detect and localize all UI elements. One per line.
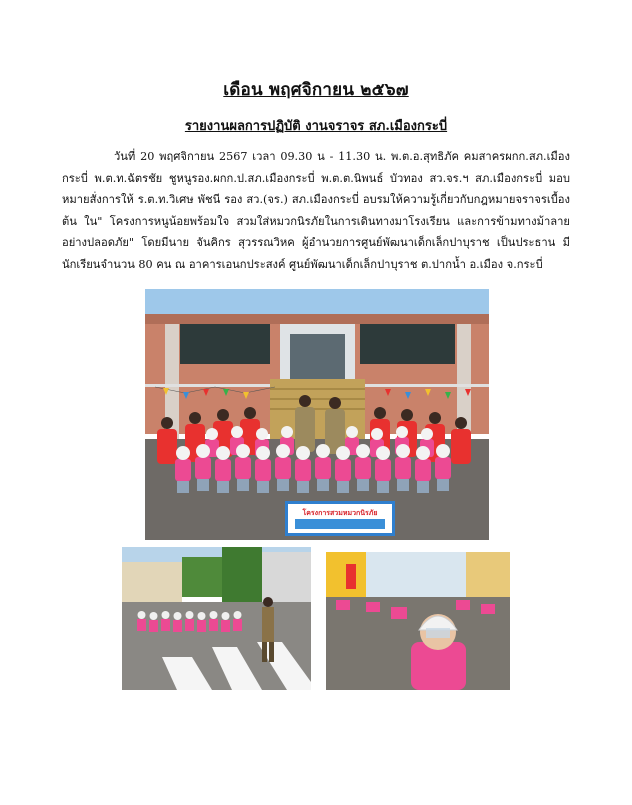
report-subtitle: รายงานผลการปฏิบัติ งานจราจร สภ.เมืองกระบี่ bbox=[184, 119, 448, 134]
banner-text: โครงการสวมหมวกนิรภัย bbox=[302, 509, 378, 517]
helmet-child-photo bbox=[326, 552, 510, 690]
crosswalk-photo bbox=[122, 547, 311, 690]
report-paragraph: วันที่ 20 พฤศจิกายน 2567 เวลา 09.30 น - 11.30 น. พ.ต.อ.สุทธิภัค คมสาครผกก.สภ.เมืองกระบี่ พ.ต.ท.ฉัตรชัย ชูหนูรอง.ผกก.ป.สภ.เมืองกระบี่ พ.ต.ต.นิพนธ์ บัวทอง สว.จร.ฯ สภ.เมืองกระบี่ มอบหมายสั่งการให้ ร.ต.ท.วิเศษ พัชนี รอง สว.(จร.) สภ.เมืองกระบี่ อบรมให้ความรู้เกี่ยวกับกฎหมายจราจรเบื้องต้น ใน" โครงการหนูน้อยพร้อมใจ สวมใส่หมวกนิรภัยในการเดินทางมาโรงเรียน และการข้ามทางม้าลายอย่างปลอดภัย" โดยมีนาย จันคิกร สุวรรณวิหค ผู้อำนวยการศูนย์พัฒนาเด็กเล็กปาบุราช เป็นประธาน มีนักเรียนจำนวน 80 คน ณ อาคารเอนกประสงค์ ศูนย์พัฒนาเด็กเล็กปาบุราช ต.ปากน้ำ อ.เมือง จ.กระบี่ bbox=[62, 150, 570, 271]
document-title: เดือน พฤศจิกายน ๒๕๖๗ bbox=[223, 80, 409, 100]
group-photo bbox=[145, 289, 489, 540]
